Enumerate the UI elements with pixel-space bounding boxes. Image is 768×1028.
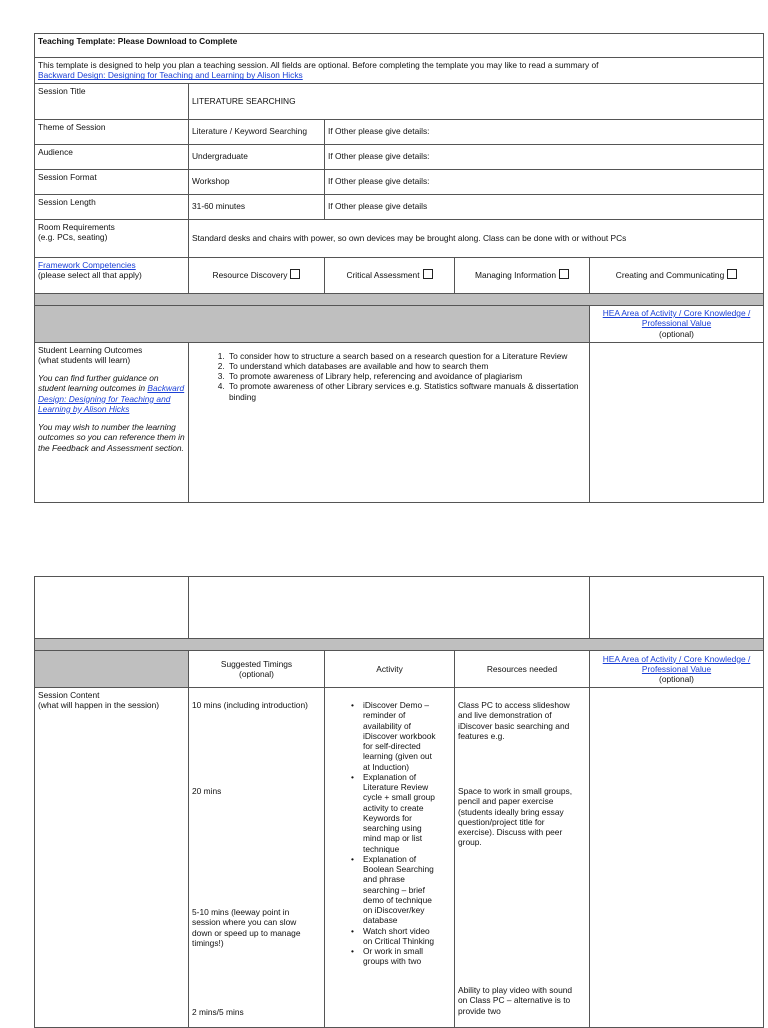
session-content-label: Session Content — [38, 690, 100, 700]
theme-label: Theme of Session — [35, 119, 189, 144]
framework-label-cell — [35, 257, 189, 293]
outcome-item: 2. To understand which databases are available and how to search them — [227, 361, 583, 371]
room-sublabel: (e.g. PCs, seating) — [38, 231, 108, 242]
format-label: Session Format — [35, 169, 189, 194]
hea-header-cell — [590, 651, 764, 688]
gray-header-band — [35, 651, 189, 688]
activity-item: • Or work in small groups with two — [351, 946, 440, 967]
gray-divider — [35, 639, 764, 651]
activity-cell[interactable] — [325, 688, 455, 1028]
empty-cell[interactable] — [590, 577, 764, 639]
outcomes-guidance-link[interactable]: Backward Design: Designing for Teaching and Learning by Alison Hicks — [38, 383, 185, 414]
hea-note: (optional) — [659, 674, 694, 685]
outcomes-list-cell[interactable] — [189, 342, 590, 502]
resource-entry: Space to work in small groups, pencil and paper exercise (students ideally bring essay question/project title for exercise). Discuss with peer group. — [458, 786, 573, 848]
framework-option-creating-communicating[interactable]: Creating and Communicating — [590, 257, 764, 293]
template-title: Teaching Template: Please Download to Complete — [35, 34, 764, 58]
session-title-label: Session Title — [35, 83, 189, 119]
activity-list — [339, 700, 440, 967]
timings-cell[interactable] — [189, 688, 325, 1028]
outcome-item: 1. To consider how to structure a search based on a research question for a Literature Review — [227, 351, 583, 361]
format-value[interactable]: Workshop — [189, 169, 325, 194]
outcome-item: 3. To promote awareness of Library help, referencing and avoidance of plagiarism — [227, 371, 583, 381]
activity-item: • Watch short video on Critical Thinking — [351, 926, 440, 947]
hea-link[interactable]: HEA Area of Activity / Core Knowledge / Professional Value — [602, 308, 751, 329]
timings-header: Suggested Timings (optional) — [189, 651, 325, 688]
empty-cell — [35, 577, 189, 639]
room-label: Room Requirements — [38, 221, 115, 232]
resources-header: Resources needed — [455, 651, 590, 688]
resource-entry: Class PC to access slideshow and live demonstration of iDiscover basic searching and features e.g. — [458, 700, 570, 741]
outcomes-label: Student Learning Outcomes — [38, 344, 143, 355]
activity-header: Activity — [325, 651, 455, 688]
outcomes-hea-cell[interactable] — [590, 342, 764, 502]
audience-other[interactable]: If Other please give details: — [325, 144, 764, 169]
activity-item: • Explanation of Literature Review cycle + small group activity to create Keywords for searching using mind map or list technique — [351, 772, 440, 854]
theme-value[interactable]: Literature / Keyword Searching — [189, 119, 325, 144]
length-label: Session Length — [35, 194, 189, 219]
intro-text: This template is designed to help you plan a teaching session. All fields are optional. Before completing the template you may like to read a summary of — [38, 60, 599, 70]
room-value[interactable]: Standard desks and chairs with power, so own devices may be brought along. Class can be done with or without PCs — [189, 219, 764, 257]
hea-link[interactable]: HEA Area of Activity / Core Knowledge / Professional Value — [602, 653, 751, 674]
session-content-table — [34, 576, 764, 1028]
checkbox-icon[interactable] — [559, 269, 569, 279]
gray-header-band — [35, 305, 590, 342]
outcomes-numbering-note: You may wish to number the learning outcomes so you can reference them in the Feedback and Assessment section. — [38, 422, 185, 453]
audience-label: Audience — [35, 144, 189, 169]
length-other[interactable]: If Other please give details — [325, 194, 764, 219]
timing-entry: 10 mins (including introduction) — [192, 700, 308, 710]
framework-option-resource-discovery[interactable]: Resource Discovery — [189, 257, 325, 293]
room-label-cell — [35, 219, 189, 257]
audience-value[interactable]: Undergraduate — [189, 144, 325, 169]
hea-header-cell — [590, 305, 764, 342]
session-content-label-cell — [35, 688, 189, 1028]
intro-cell — [35, 58, 764, 84]
format-other[interactable]: If Other please give details: — [325, 169, 764, 194]
session-hea-cell[interactable] — [590, 688, 764, 1028]
activity-item: • iDiscover Demo – reminder of availability of iDiscover workbook for self-directed learning (given out at Induction) — [351, 700, 440, 772]
backward-design-link[interactable]: Backward Design: Designing for Teaching and Learning by Alison Hicks — [38, 70, 303, 81]
timing-entry: 20 mins — [192, 786, 222, 796]
theme-other[interactable]: If Other please give details: — [325, 119, 764, 144]
teaching-template-table — [34, 33, 764, 503]
timing-entry: 2 mins/5 mins — [192, 1007, 244, 1017]
hea-note: (optional) — [659, 328, 694, 339]
gray-divider — [35, 293, 764, 305]
length-value[interactable]: 31-60 minutes — [189, 194, 325, 219]
checkbox-icon[interactable] — [290, 269, 300, 279]
checkbox-icon[interactable] — [423, 269, 433, 279]
session-content-sublabel: (what will happen in the session) — [38, 700, 160, 711]
resource-entry: Ability to play video with sound on Class PC – alternative is to provide two — [458, 985, 573, 1016]
framework-option-managing-information[interactable]: Managing Information — [455, 257, 590, 293]
activity-item: • Explanation of Boolean Searching and phrase searching – brief demo of technique on iDiscover/key database — [351, 854, 440, 926]
framework-option-critical-assessment[interactable]: Critical Assessment — [325, 257, 455, 293]
outcomes-guidance: You can find further guidance on student learning outcomes in — [38, 373, 159, 394]
checkbox-icon[interactable] — [727, 269, 737, 279]
outcomes-sublabel: (what students will learn) — [38, 354, 131, 365]
outcome-item: 4. To promote awareness of other Library services e.g. Statistics software manuals & dissertation binding — [227, 381, 583, 402]
empty-cell[interactable] — [189, 577, 590, 639]
framework-sublabel: (please select all that apply) — [38, 269, 142, 280]
session-title-value[interactable]: LITERATURE SEARCHING — [189, 83, 764, 119]
timing-entry: 5-10 mins (leeway point in session where you can slow down or speed up to manage timings!) — [192, 907, 301, 948]
outcomes-list — [211, 351, 583, 402]
resources-cell[interactable] — [455, 688, 590, 1028]
outcomes-label-cell — [35, 342, 189, 502]
framework-competencies-link[interactable]: Framework Competencies — [38, 259, 136, 270]
